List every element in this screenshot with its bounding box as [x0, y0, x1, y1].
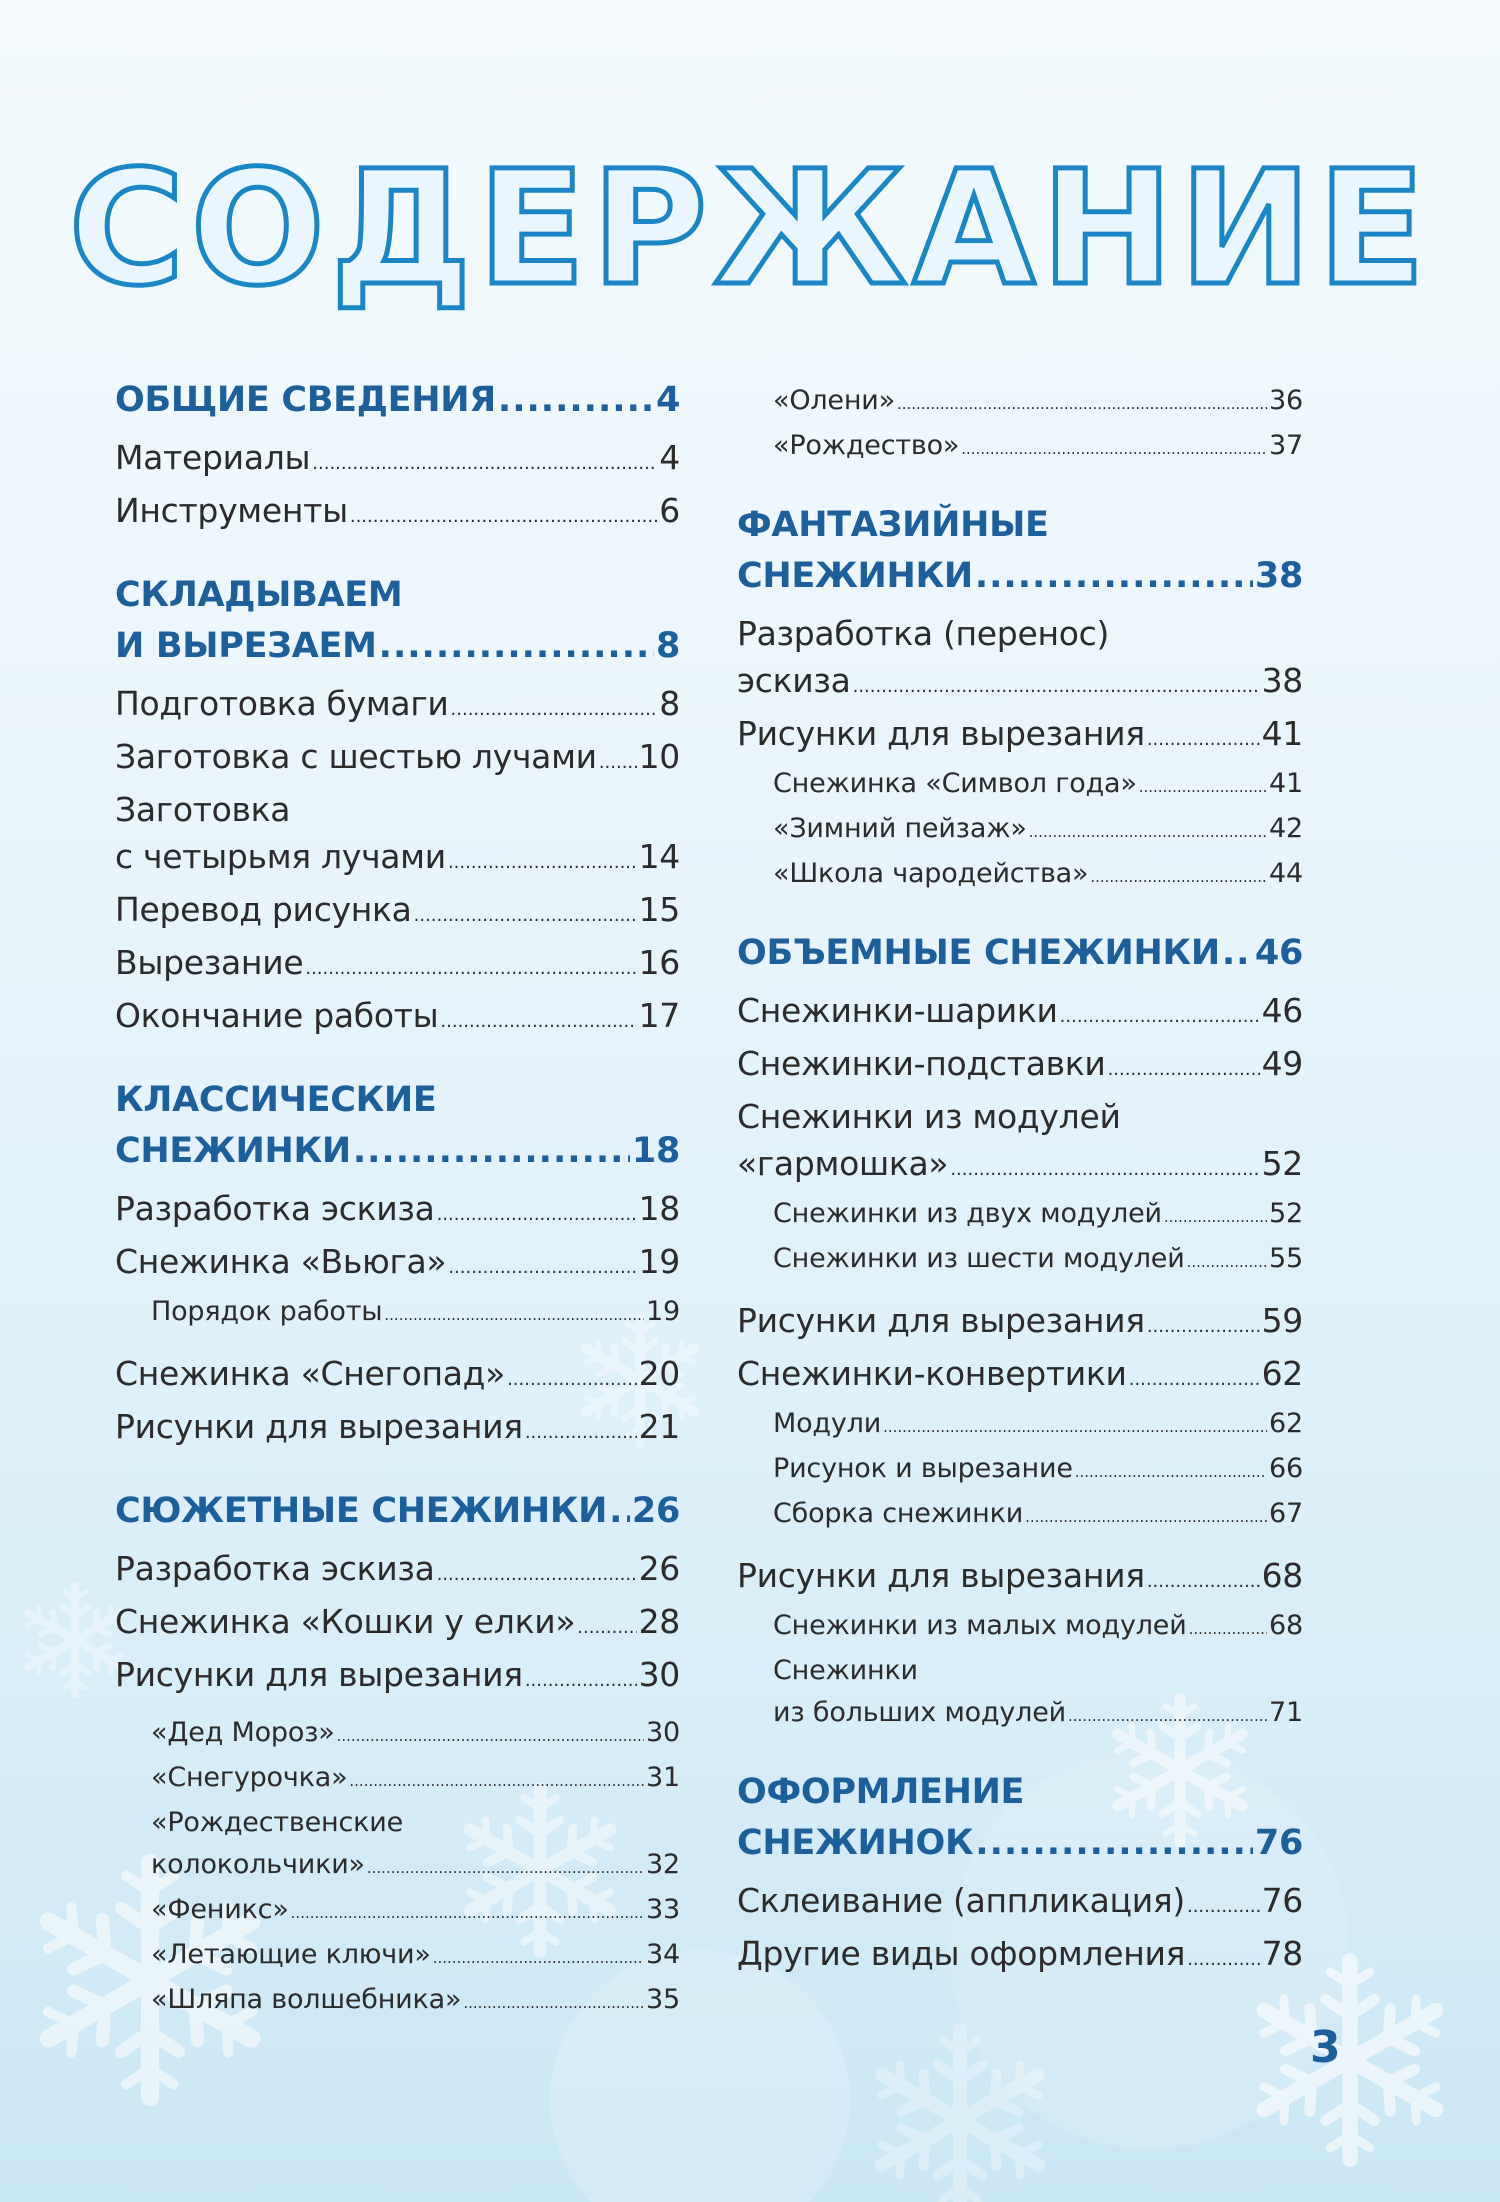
dot-leader — [1164, 1196, 1267, 1238]
dot-leader — [367, 1847, 644, 1889]
toc-entry[interactable]: Перевод рисунка ..... 15 — [115, 886, 680, 939]
dot-leader — [950, 1146, 1259, 1193]
toc-entry[interactable]: Окончание работы ..... 17 — [115, 992, 680, 1045]
dot-leader — [384, 1294, 644, 1336]
dot-leader — [291, 1892, 644, 1934]
toc-entry[interactable]: Рисунки для вырезания ..... 68 — [737, 1552, 1303, 1605]
toc-subentry[interactable]: Порядок работы ..... 19 — [115, 1291, 680, 1336]
toc-section-heading[interactable]: ОБЪЕМНЫЕ СНЕЖИНКИ ..... 46 — [737, 928, 1303, 979]
dot-leader — [1222, 928, 1253, 979]
toc-section-heading[interactable] — [115, 375, 680, 426]
dot-leader — [353, 1126, 630, 1177]
page-number: 3 — [1310, 2022, 1341, 2073]
toc-entry[interactable]: Снежинки из модулей «гармошка» ..... 52 — [737, 1093, 1303, 1193]
toc-entry[interactable]: Инструменты ..... 6 — [115, 487, 680, 540]
toc-section-heading[interactable]: СЮЖЕТНЫЕ СНЕЖИНКИ ..... 26 — [115, 1486, 680, 1537]
dot-leader — [507, 1356, 637, 1403]
toc-column-right — [737, 380, 1303, 1983]
dot-leader — [312, 440, 657, 487]
toc-subentry[interactable]: «Снегурочка» ..... 31 — [115, 1757, 680, 1802]
toc-entry[interactable]: Вырезание ..... 16 — [115, 939, 680, 992]
dot-leader — [975, 551, 1253, 602]
dot-leader — [525, 1409, 637, 1456]
dot-leader — [448, 839, 637, 886]
dot-leader — [1147, 716, 1260, 763]
dot-leader — [577, 1604, 636, 1651]
toc-entry[interactable]: Снежинки-подставки ..... 49 — [737, 1040, 1303, 1093]
toc-subentry[interactable]: «Зимний пейзаж» ..... 42 — [737, 808, 1303, 853]
dot-leader — [1147, 1303, 1260, 1350]
toc-subentry[interactable]: Снежинки из шести модулей ..... 55 — [737, 1238, 1303, 1283]
toc-subentry[interactable]: «Шляпа волшебника» ..... 35 — [115, 1979, 680, 2024]
toc-section-heading[interactable]: СКЛАДЫВАЕМ И ВЫРЕЗАЕМ ..... 8 — [115, 570, 680, 672]
dot-leader — [349, 1760, 644, 1802]
dot-leader — [609, 1486, 630, 1537]
toc-entry[interactable]: Снежинка «Вьюга» ..... 19 — [115, 1238, 680, 1291]
toc-subentry[interactable]: «Феникс» ..... 33 — [115, 1889, 680, 1934]
snowflake-icon — [22, 1586, 129, 1694]
toc-entry[interactable]: Снежинка «Снегопад» ..... 20 — [115, 1350, 680, 1403]
dot-leader — [853, 663, 1260, 710]
toc-subentry[interactable]: «Рождественские колокольчики» ..... 32 — [115, 1802, 680, 1889]
toc-entry[interactable]: Материалы ..... 4 — [115, 434, 680, 487]
dot-leader — [897, 383, 1267, 425]
toc-section-heading[interactable]: ОФОРМЛЕНИЕ СНЕЖИНОК ..... 76 — [737, 1767, 1303, 1869]
dot-leader — [414, 892, 637, 939]
toc-entry[interactable]: Рисунки для вырезания ..... 21 — [115, 1403, 680, 1456]
toc-column-left — [115, 375, 680, 2024]
toc-subentry[interactable]: «Рождество» ..... 37 — [737, 425, 1303, 470]
toc-entry[interactable]: Склеивание (аппликация) ..... 76 — [737, 1877, 1303, 1930]
dot-leader — [350, 493, 657, 540]
toc-section-heading[interactable]: ФАНТАЗИЙНЫЕ СНЕЖИНКИ ..... 38 — [737, 500, 1303, 602]
dot-leader — [1075, 1451, 1267, 1493]
dot-leader — [451, 686, 658, 733]
toc-subentry[interactable]: «Олени» ..... 36 — [737, 380, 1303, 425]
dot-leader — [305, 945, 636, 992]
dot-leader — [448, 1244, 636, 1291]
dot-leader — [1129, 1356, 1260, 1403]
toc-entry[interactable]: Заготовка с четырьмя лучами ..... 14 — [115, 786, 680, 886]
dot-leader — [599, 739, 637, 786]
dot-leader — [525, 1657, 637, 1704]
toc-entry[interactable]: Рисунки для вырезания ..... 41 — [737, 710, 1303, 763]
dot-leader — [337, 1715, 644, 1757]
toc-entry[interactable]: Разработка (перенос) эскиза ..... 38 — [737, 610, 1303, 710]
dot-leader — [440, 998, 636, 1045]
toc-entry[interactable]: Подготовка бумаги ..... 8 — [115, 680, 680, 733]
dot-leader — [1147, 1558, 1260, 1605]
dot-leader — [1025, 1496, 1267, 1538]
dot-leader — [379, 621, 654, 672]
toc-subentry[interactable]: Снежинки из больших модулей ..... 71 — [737, 1650, 1303, 1737]
toc-subentry[interactable]: Модули ..... 62 — [737, 1403, 1303, 1448]
toc-entry[interactable]: Заготовка с шестью лучами ..... 10 — [115, 733, 680, 786]
toc-section-heading[interactable]: КЛАССИЧЕСКИЕ СНЕЖИНКИ ..... 18 — [115, 1075, 680, 1177]
toc-subentry[interactable]: Снежинки из малых модулей ..... 68 — [737, 1605, 1303, 1650]
dot-leader — [975, 1818, 1253, 1869]
toc-subentry[interactable]: «Школа чародейства» ..... 44 — [737, 853, 1303, 898]
dot-leader — [1139, 766, 1267, 808]
dot-leader — [1189, 1608, 1267, 1650]
dot-leader — [883, 1406, 1267, 1448]
toc-subentry[interactable]: «Дед Мороз» ..... 30 — [115, 1712, 680, 1757]
dot-leader — [961, 428, 1267, 470]
toc-subentry[interactable]: Снежинка «Символ года» ..... 41 — [737, 763, 1303, 808]
toc-entry[interactable]: Снежинка «Кошки у елки» ..... 28 — [115, 1598, 680, 1651]
dot-leader — [433, 1937, 644, 1979]
dot-leader — [1090, 856, 1267, 898]
toc-entry[interactable]: Рисунки для вырезания ..... 30 — [115, 1651, 680, 1704]
toc-entry[interactable]: Рисунки для вырезания ..... 59 — [737, 1297, 1303, 1350]
dot-leader — [1029, 811, 1267, 853]
toc-entry[interactable]: Разработка эскиза ..... 18 — [115, 1185, 680, 1238]
dot-leader — [437, 1191, 637, 1238]
dot-leader — [1068, 1695, 1267, 1737]
dot-leader — [1060, 993, 1260, 1040]
dot-leader — [463, 1982, 644, 2024]
toc-entry[interactable]: Снежинки-конвертики ..... 62 — [737, 1350, 1303, 1403]
dot-leader — [1187, 1883, 1260, 1930]
toc-subentry[interactable]: Снежинки из двух модулей ..... 52 — [737, 1193, 1303, 1238]
section-page: 4 — [655, 380, 680, 420]
toc-entry[interactable]: Разработка эскиза ..... 26 — [115, 1545, 680, 1598]
toc-subentry[interactable]: Рисунок и вырезание ..... 66 — [737, 1448, 1303, 1493]
toc-subentry[interactable]: Сборка снежинки ..... 67 — [737, 1493, 1303, 1538]
dot-leader — [1187, 1241, 1267, 1283]
page-title: СОДЕРЖАНИЕ — [68, 137, 1432, 321]
toc-entry[interactable]: Снежинки-шарики ..... 46 — [737, 987, 1303, 1040]
dot-leader — [498, 375, 654, 426]
toc-entry[interactable]: Другие виды оформления ..... 78 — [737, 1930, 1303, 1983]
dot-leader — [1108, 1046, 1260, 1093]
toc-subentry[interactable]: «Летающие ключи» ..... 34 — [115, 1934, 680, 1979]
dot-leader — [1187, 1936, 1259, 1983]
dot-leader — [437, 1551, 637, 1598]
section-title: ОБЩИЕ СВЕДЕНИЯ — [115, 380, 496, 420]
